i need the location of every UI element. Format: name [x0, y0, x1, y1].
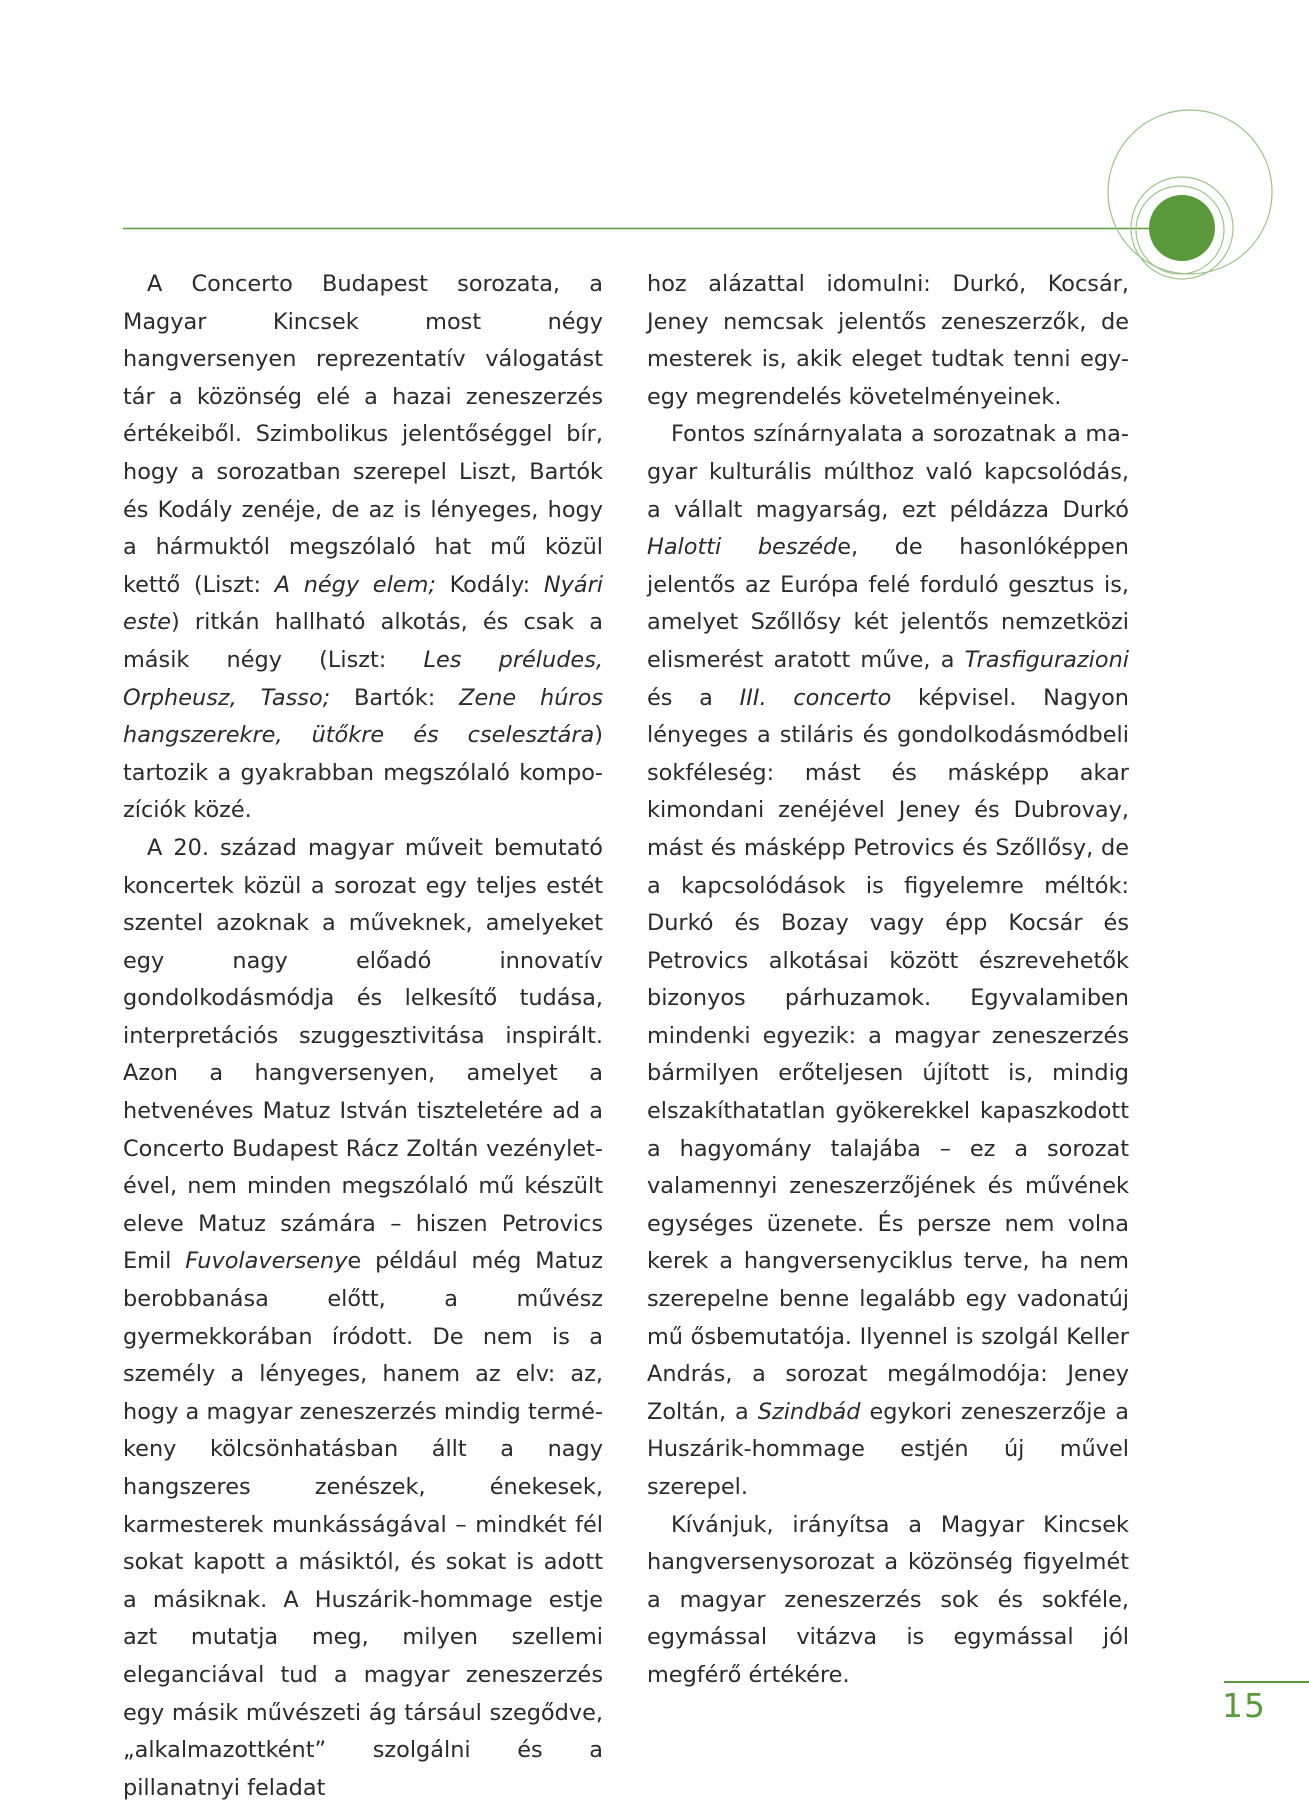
paragraph-20th-century: A 20. század magyar műveit bemutató koncertek közül a sorozat egy teljes estét szentel azoknak a műveknek, amelyeket egy nagy előadó innovatív gondolkodásmódja és lelkesítő tudása, interpretációs szuggesztivitása inspirált. Azon a hangversenyen, amelyet a hetvenéves Matuz István tiszteletére ad a Concerto Budapest Rácz Zoltán vezényletével, nem minden megszólaló mű készült eleve Matuz számára – hiszen Petrovics Emil Fuvolaversenye például még Matuz berobbanása előtt, a művész gyermekkorában íródott. De nem is a személy a lényeges, hanem az elv: az, hogy a magyar zeneszerzés mindig termékeny kölcsönhatásban állt a nagy hangszeres zenészek, énekesek, karmesterek munkásságával – mindkét fél sokat kapott a másiktól, és sokat is adott a másiknak. A Huszárik-hommage estje azt mutatja meg, milyen szellemi eleganciával tud a magyar zeneszerzés egy másik művészeti ág társául szegődve, „alkalmazottként” szolgálni és a pillanatnyi feladat — [123, 834, 603, 1801]
right-column — [647, 266, 1129, 1695]
paragraph-nuance: Fontos színárnyalata a sorozatnak a magyar kulturális múlthoz való kapcsolódás, a vállalt magyarság, ezt példázza Durkó Halotti beszéde, de hasonlóképpen jelentős az Európa felé forduló gesztus is, amelyet Szőllősy két jelentős nemzetközi elismerést aratott műve, a Trasfigurazioni és a III. concerto képvisel. Nagyon lényeges a stiláris és gondolkodásmódbeli sokféleség: mást és másképp akar kimondani zenéjével Jeney és Dubrovay, mást és másképp Petrovics és Szőllősy, de a kapcsolódások is figyelemre méltók: Durkó és Bozay vagy épp Kocsár és Petrovics alkotásai között észrevehetők bizonyos párhuzamok. Egyvalamiben mindenki egyezik: a magyar zeneszerzés bármilyen erőteljesen újított is, mindig elszakíthatatlan gyökerekkel kapaszkodott a hagyomány talajába – ez a sorozat valamennyi zeneszerzőjének és művének egységes üzenete. És persze nem volna kerek a hangversenyciklus terve, ha nem szerepelne benne legalább egy vadonatúj mű ősbemutatója. Ilyennel is szolgál Keller András, a sorozat megálmodója: Jeney Zoltán, a Szindbád egykori zeneszerzője a Huszárik-hommage estjén új művel szerepel. — [647, 421, 1129, 1500]
paragraph-continued: hoz alázattal idomulni: Durkó, Kocsár, Jeney nemcsak jelentős zeneszerzők, de mesterek is, akik eleget tudtak tenni egy-egy megrendelés követelményeinek. — [647, 271, 1129, 410]
paragraph-intro: A Concerto Budapest sorozata, a Magyar Kincsek most négy hangversenyen reprezentatív válogatást tár a közönség elé a hazai zeneszerzés értékeiből. Szimbolikus jelentőséggel bír, hogy a sorozatban szerepel Liszt, Bartók és Kodály zenéje, de az is lényeges, hogy a hármuktól megszólaló hat mű közül kettő (Liszt: A négy elem; Kodály: Nyári este) ritkán hallható alkotás, és csak a másik négy (Liszt: Les préludes, Orpheusz, Tasso; Bartók: Zene húros hangszerekre, ütőkre és cselesztára) tartozik a gyakrabban megszólaló kompozíciók közé. — [123, 271, 604, 824]
green-dot-icon — [1149, 195, 1215, 261]
page-number: 15 — [1222, 1686, 1266, 1725]
paragraph-closing: Kívánjuk, irányítsa a Magyar Kincsek hangversenysorozat a közönség figyelmét a magyar zeneszerzés sok és sokféle, egymással vitázva is egymással jól megférő értékére. — [647, 1511, 1129, 1688]
left-column — [123, 266, 603, 1807]
footer-rule — [1224, 1681, 1309, 1683]
